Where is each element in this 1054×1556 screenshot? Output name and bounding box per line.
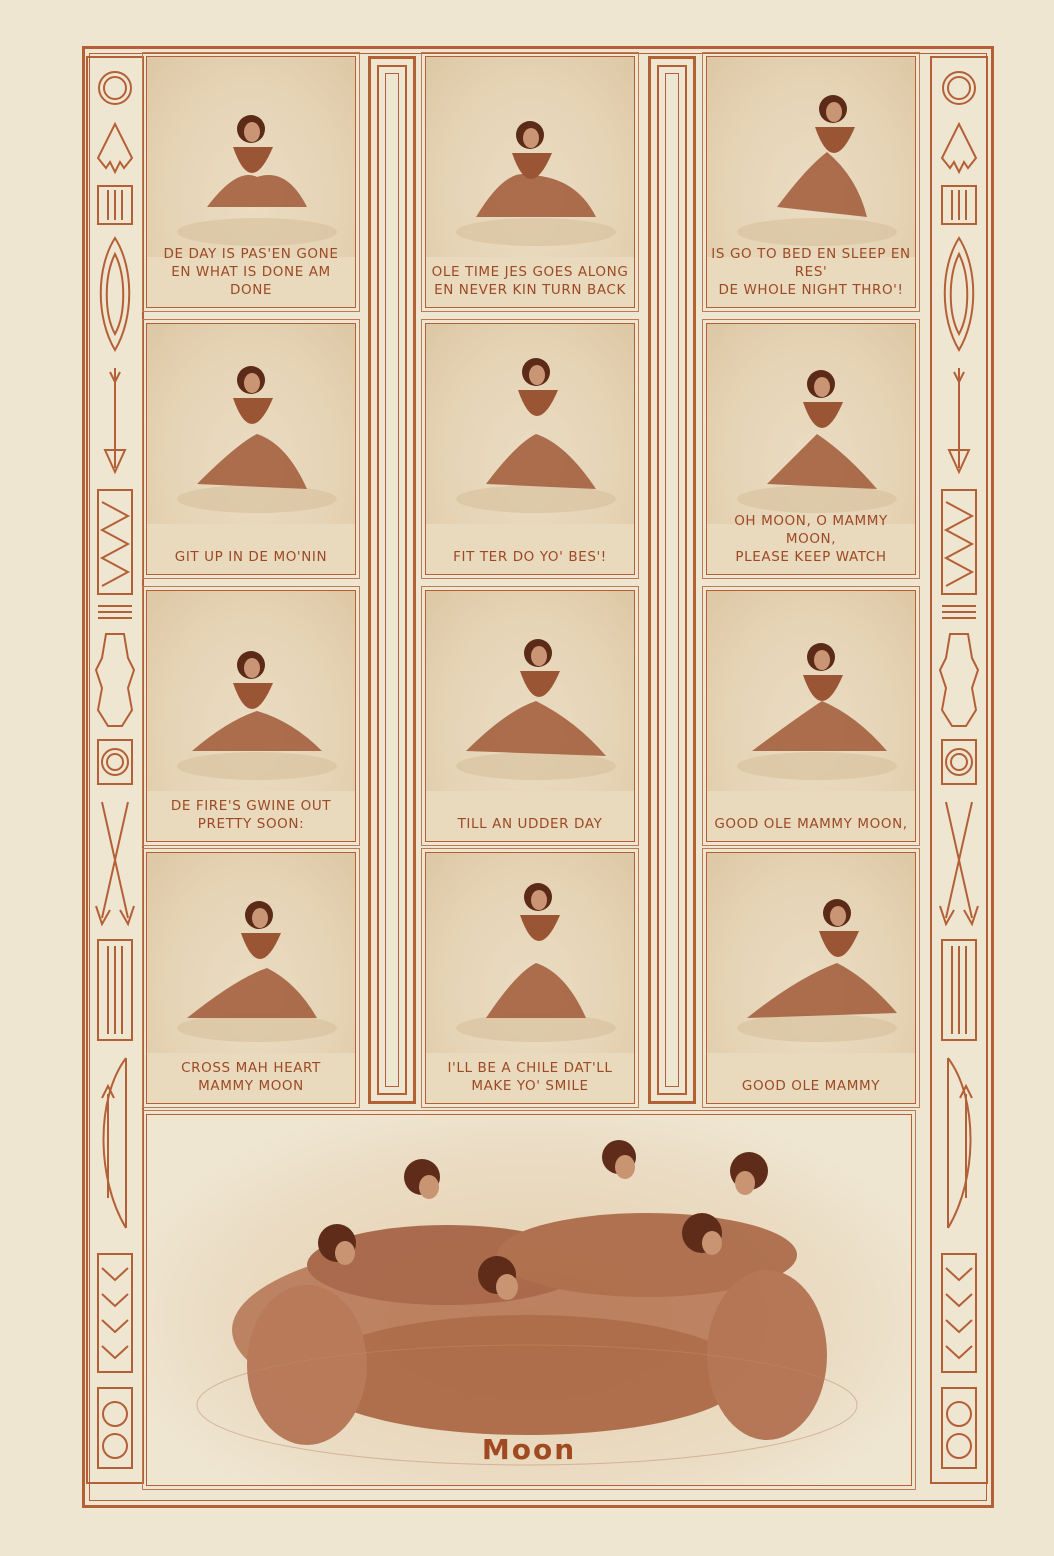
column-divider-left	[368, 56, 416, 1104]
circle-icon	[942, 1388, 976, 1468]
photo-panel-r2c2	[425, 323, 635, 575]
right-decorative-border	[930, 56, 988, 1484]
caption-r1c2: OLE TIME JES GOES ALONG EN NEVER KIN TURN BACK	[431, 264, 629, 298]
circle-icon	[943, 72, 975, 104]
photo-r4c3	[707, 853, 915, 1053]
caption-r2c1: GIT UP IN DE MO'NIN	[174, 549, 328, 565]
zigzag-icon	[942, 1254, 976, 1372]
caption-r3c3: GOOD OLE MAMMY MOON,	[714, 816, 908, 832]
photo-r2c2	[426, 324, 634, 524]
group-photo-title: Moon	[481, 1433, 577, 1466]
photo-panel-r4c3	[706, 852, 916, 1104]
bow-icon	[948, 1058, 972, 1228]
bars-icon	[942, 606, 976, 618]
caption-r3c1: DE FIRE'S GWINE OUT PRETTY SOON:	[170, 798, 332, 832]
bars-icon	[942, 940, 976, 1040]
caption-r4c2: I'LL BE A CHILE DAT'LL MAKE YO' SMILE	[447, 1060, 613, 1094]
bars-icon	[98, 186, 132, 224]
photo-r2c1	[147, 324, 355, 524]
bars-icon	[98, 606, 132, 618]
canoe-icon	[945, 238, 974, 350]
zigzag-icon	[98, 1254, 132, 1372]
arrow-icon	[949, 368, 969, 472]
circle-icon	[942, 740, 976, 784]
caption-r2c3: OH MOON, O MAMMY MOON, PLEASE KEEP WATCH	[734, 513, 888, 565]
photo-r4c1	[147, 853, 355, 1053]
zigzag-icon	[98, 490, 132, 594]
group-photo-panel	[146, 1114, 912, 1486]
circle-icon	[98, 1388, 132, 1468]
photo-r4c2	[426, 853, 634, 1053]
crossed-arrows-icon	[940, 802, 978, 924]
photo-r3c2	[426, 591, 634, 791]
photo-r1c3	[707, 57, 915, 257]
photo-r3c1	[147, 591, 355, 791]
photo-r1c2	[426, 57, 634, 257]
bow-icon	[102, 1058, 126, 1228]
photo-panel-r4c2	[425, 852, 635, 1104]
arrowhead-icon	[942, 124, 976, 172]
hide-icon	[96, 634, 134, 726]
photo-panel-r1c1	[146, 56, 356, 308]
arrow-icon	[105, 368, 125, 472]
photo-panel-r4c1	[146, 852, 356, 1104]
caption-r1c1: DE DAY IS PAS'EN GONE EN WHAT IS DONE AM DONE	[163, 246, 339, 298]
photo-r3c3	[707, 591, 915, 791]
caption-r4c1: CROSS MAH HEART MAMMY MOON	[181, 1060, 321, 1094]
caption-r3c2: TILL AN UDDER DAY	[457, 816, 603, 832]
circle-icon	[99, 72, 131, 104]
photo-panel-r2c3	[706, 323, 916, 575]
caption-r1c3: IS GO TO BED EN SLEEP EN RES' DE WHOLE NIGHT THRO'!	[711, 246, 911, 298]
zigzag-icon	[942, 490, 976, 594]
photo-panel-r1c2	[425, 56, 635, 308]
photo-panel-r3c2	[425, 590, 635, 842]
arrowhead-icon	[98, 124, 132, 172]
photo-panel-r3c3	[706, 590, 916, 842]
hide-icon	[940, 634, 978, 726]
photo-panel-r2c1	[146, 323, 356, 575]
crossed-arrows-icon	[96, 802, 134, 924]
caption-r4c3: GOOD OLE MAMMY	[741, 1078, 881, 1094]
left-decorative-border	[86, 56, 144, 1484]
photo-r2c3	[707, 324, 915, 524]
bars-icon	[942, 186, 976, 224]
group-photo	[147, 1115, 911, 1485]
canoe-icon	[101, 238, 130, 350]
photo-panel-r1c3	[706, 56, 916, 308]
caption-r2c2: FIT TER DO YO' BES'!	[453, 549, 607, 565]
bars-icon	[98, 940, 132, 1040]
column-divider-right	[648, 56, 696, 1104]
circle-icon	[98, 740, 132, 784]
photo-r1c1	[147, 57, 355, 257]
photo-panel-r3c1	[146, 590, 356, 842]
